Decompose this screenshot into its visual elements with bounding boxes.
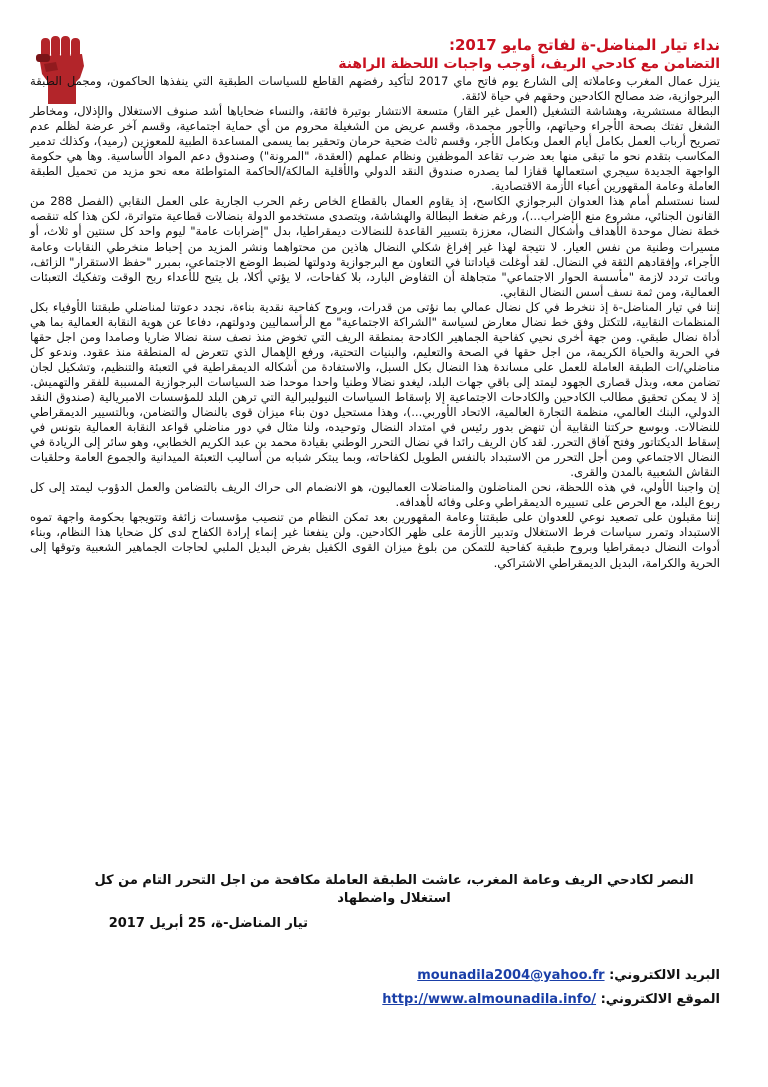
paragraph: البطالة مستشرية، وهشاشة التشغيل (العمل غير القار) متسعة الانتشار بوتيرة فائقة، والنساء ضحاياها أشد صنوف الاستغلال والإذلال، ومخاطر الشغل تفتك بصحة الأجراء وحياتهم، والأجور مجمدة، وقسم عريض من الشغيلة محروم من أي حماية اجتماعية، وقسم آخر عرضة لظلم عدم تصريح أرباب العمل بكامل أيام العمل وبكامل الأجر، وقسم ثالث ضحية حرمان وتحقير بما يسمى المساعدة الطبية للمعوزين (رميد)، وكذلك تدمير المكاسب بتقدم نحو ما تبقى منها بعد ضرب تقاعد الموظفين ونظام عملهم (العقدة، "المرونة") وصندوق دعم المواد الأساسية. وها هي حكومة الواجهة الجديدة سيجري استعمالها قفازا لما يصدره صندوق النقد الدولي والأقلية المالكة/الحاكمة المتواطئة معه نحو مزيد من تحميل الطبقة العاملة وعامة المقهورين أعباء الأزمة الاقتصادية.: [30, 104, 720, 194]
website-link[interactable]: http://www.almounadila.info/: [382, 992, 597, 1007]
website-row: [200, 992, 720, 1007]
website-label: الموقع الالكتروني:: [600, 992, 720, 1007]
page-title: نداء تيار المناضل-ة لفاتح مايو 2017:: [449, 36, 720, 54]
paragraph: إننا في تيار المناضل-ة إذ ننخرط في كل نضال عمالي بما نؤتى من قدرات، وبروح كفاحية نقدية بناءة، نجدد دعوتنا لمناضلي طبقتنا الأوفياء بكل المنظمات النقابية، للتكتل وفق خط نضال معارض لسياسة "الشراكة الاجتماعية" مع الرأسماليين ودولتهم، دفاعا عن هوية النقابة العمالية بما هي أداة نضال طبقي. ومن جهة أخرى نحيي كفاحية الجماهير الكادحة بمنطقة الريف التي تخوض منذ نصف سنة نضالا ضاريا وصامدا ومن اجل حقها في الحرية والحياة الكريمة، من اجل حقها في الصحة والتعليم، والبنيات التحتية، ورفع الإهمال الذي تتعرض له المنطقة منذ عقود. وندعو كل مناضلي/ات الطبقة العاملة للعمل على مساندة هذا النضال بكل السبل، والاستفادة من أشكاله الديمقراطية في التعبئة والتنظيم، وتشكيل لجان تضامن معه، وبذل قصارى الجهود ليمتد إلى باقي جهات البلد، ليغدو نضالا وطنيا واحدا موحدا ضد السياسات البرجوازية المسببة للفقر والتهميش. إذ لا يمكن تحقيق مطالب الكادحين والكادحات الاجتماعية إلا بإسقاط السياسات النيوليبرالية التي ترهن البلد للمؤسسات الامبريالية (صندوق النقد الدولي، البنك العالمي، منظمة التجارة العالمية، الاتحاد الأوربي...)، وهذا مستحيل دون بناء ميزان قوى بالنضال والتضامن، وبالتسيير الديمقراطي للنضالات. وبوسع حركتنا النقابية أن تنهض بدور رئيس في امتداد النضال وتوحيده، ولنا مثال في دور مناضلي قواعد النقابة العمالية بتونس في إسقاط الديكتاتور وفتح آفاق التحرر. لقد كان الريف رائدا في نضال التحرر الوطني بقيادة محمد بن عبد الكريم الخطابي، وهو سائر إلى الريادة في النضال الاجتماعي ومن أجل التحرر من الاستبداد بالنفس الطويل لكفاحاته، وبما يبتكر شبابه من أساليب التعبئة الميدانية والجموع العامة وحلقيات النقاش الشعبية بالمدن والقرى.: [30, 299, 720, 480]
email-label: البريد الالكتروني:: [609, 968, 720, 983]
signature: تيار المناضل-ة، 25 أبريل 2017: [108, 916, 308, 931]
page-subtitle: التضامن مع كادحي الريف، أوجب واجبات اللحظة الراهنة: [338, 56, 720, 72]
paragraph: إن واجبنا الأولي، في هذه اللحظة، نحن المناضلون والمناضلات العماليون، هو الانضمام الى حراك الريف بالتضامن والعمل الدؤوب ليمتد إلى كل ربوع البلد، مع الحرص على تسييره الديمقراطي وعلى وفائه لأهدافه.: [30, 480, 720, 510]
paragraph: ينزل عمال المغرب وعاملاته إلى الشارع يوم فاتح ماي 2017 لتأكيد رفضهم القاطع للسياسات الطبقية التي ينفذها الحاكمون، ومجمل الطبقة البرجوازية، ضد مصالح الكادحين وحقهم في حياة لائقة.: [30, 74, 720, 104]
header: [100, 36, 720, 73]
paragraph: لسنا نستسلم أمام هذا العدوان البرجوازي الكاسح، إذ يقاوم العمال بالقطاع الخاص رغم الحرب الجارية على العمل النقابي (الفصل 288 من القانون الجنائي، مشروع منع الإضراب...)، ورغم ضغط البطالة والهشاشة، ويتصدى مستخدمو الدولة بنضالات قطاعية متواترة، لكن هذا كله تنقصه خطة نضال موحدة الأهداف وأشكال النضال، معززة بتسيير القاعدة للنضالات ديمقراطيا، بدل "إضرابات عامة" ليوم واحد كل سنتين أو ثلاث، أو مسيرات وطنية من نفس العيار. لا نتيجة لهذا غير إفراغ شكلي النضال هاذين من محتواهما ونشر المزيد من إحباط منخرطي النقابات وعامة الأجراء، وإفقادهم الثقة في النضال. لقد أوغلت قياداتنا في التعاون مع البرجوازية ودولتها لضبط الوضع الاجتماعي، بمبرر "حفظ الاستقرار" الزائف، وباتت تردد لازمة "مأسسة الحوار الاجتماعي" متجاهلة أن التفاوض البارد، بلا كفاحات، لا يؤتي أكلا، بل يتيح للأعداء ربح الوقت وتفكيك التعبئات العمالية، ومن ثمة نسف أسس النضال النقابي.: [30, 194, 720, 299]
article-body: [30, 74, 720, 571]
email-row: [200, 968, 720, 983]
paragraph: إننا مقبلون على تصعيد نوعي للعدوان على طبقتنا وعامة المقهورين بعد تمكن النظام من تنصيب مؤسسات زائفة وتتويجها بحكومة واجهة تموه الاستبداد وتمرر سياسات فرط الاستغلال وتدبير الأزمة على ظهر الكادحين. ولن ينفعنا غير إنماء إرادة الكفاح لدى كل ضحايا هذا النظام، وبناء أدوات النضال ديمقراطيا وبروح طبقية كفاحية للتمكن من بلوغ ميزان القوى الكفيل بفرض البديل الملبي لحاجات الجماهير الشعبية وتوقها إلى الحرية والكرامة، البديل الديمقراطي الاشتراكي.: [30, 510, 720, 570]
email-link[interactable]: mounadila2004@yahoo.fr: [417, 968, 605, 983]
closing-slogan: النصر لكادحي الريف وعامة المغرب، عاشت الطبقة العاملة مكافحة من اجل التحرر التام من كل استغلال واضطهاد: [94, 873, 694, 906]
